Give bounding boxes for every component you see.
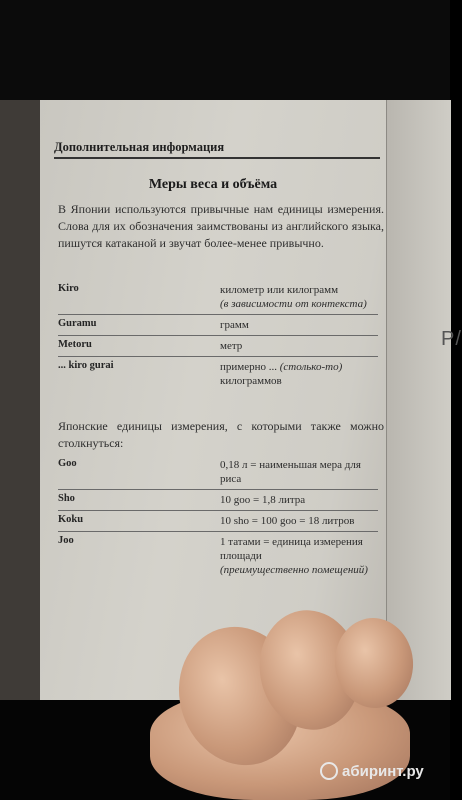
term: Goo bbox=[58, 458, 77, 469]
table-row bbox=[58, 315, 378, 336]
section-title: Меры веса и объёма bbox=[148, 177, 278, 192]
table-row bbox=[58, 357, 378, 391]
table-row bbox=[58, 455, 378, 490]
term: Sho bbox=[58, 493, 75, 504]
table-row bbox=[58, 511, 378, 532]
term: Joo bbox=[58, 535, 74, 546]
background-top bbox=[0, 0, 450, 100]
units-table-japanese bbox=[58, 455, 378, 580]
definition-note: (столько-то) bbox=[279, 361, 343, 373]
term: Koku bbox=[58, 514, 84, 525]
watermark-logo-icon bbox=[320, 762, 338, 780]
adjacent-page bbox=[386, 100, 462, 700]
header-divider bbox=[54, 157, 380, 159]
table-row bbox=[58, 490, 378, 511]
definition: 0,18 л = наименьшая мера для риса bbox=[220, 459, 361, 485]
definition-note: (в зависимости от контекста) bbox=[220, 298, 367, 310]
definition: 10 goo = 1,8 литра bbox=[220, 494, 306, 506]
term: ... kiro gurai bbox=[58, 360, 114, 371]
definition: грамм bbox=[220, 319, 249, 331]
intro-paragraph: В Японии используются привычные нам единицы измерения. Слова для их обозначения заимствованы из английского языка, пишутся катаканой и звучат более-менее привычно. bbox=[58, 202, 384, 250]
units-table-common bbox=[58, 280, 378, 391]
watermark-text: абиринт.ру bbox=[342, 762, 424, 780]
watermark bbox=[320, 762, 424, 780]
running-header: Дополнительная информация bbox=[54, 140, 225, 154]
book-page bbox=[40, 100, 386, 700]
definition: примерно ... (столько-то) килограммов bbox=[220, 361, 343, 387]
table-row bbox=[58, 280, 378, 315]
term: Kiro bbox=[58, 283, 79, 294]
definition: километр или килограмм (в зависимости от контекста) bbox=[220, 284, 367, 310]
japanese-units-paragraph: Японские единицы измерения, с которыми также можно столкнуться: bbox=[58, 419, 384, 450]
table-row bbox=[58, 336, 378, 357]
term: Guramu bbox=[58, 318, 97, 329]
definition-note: (преимущественно помещений) bbox=[220, 564, 368, 576]
definition: 10 sho = 100 goo = 18 литров bbox=[220, 515, 355, 527]
adjacent-page-text: Р/ bbox=[441, 328, 462, 350]
definition: метр bbox=[220, 340, 243, 352]
table-row bbox=[58, 532, 378, 580]
term: Metoru bbox=[58, 339, 92, 350]
definition: 1 татами = единица измерения площади (преимущественно помещений) bbox=[220, 536, 368, 576]
